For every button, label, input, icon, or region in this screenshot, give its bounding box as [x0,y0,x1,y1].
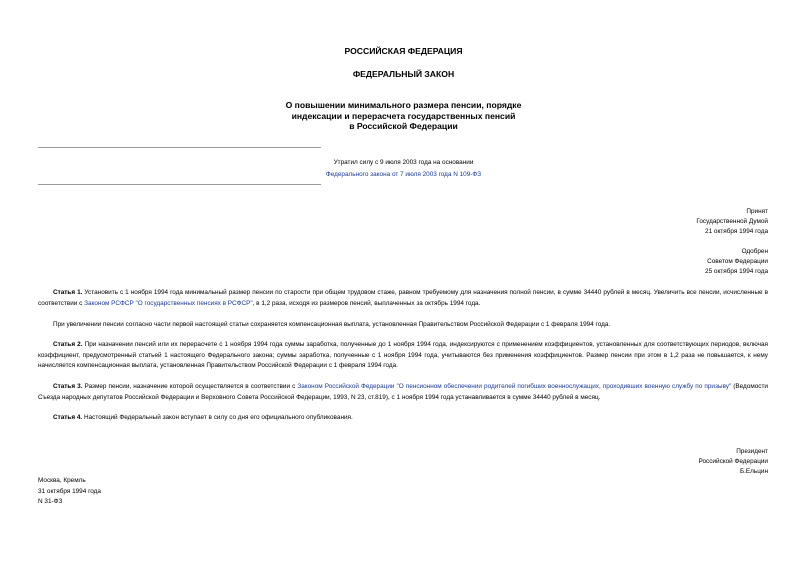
parents-pension-law-link[interactable]: Законом Российской Федерации "О пенсионном обеспечении родителей погибших военнослужащих, проходивших военную службу по призыву" [297,383,732,390]
place-date-block [38,476,101,508]
article-2-text: При назначении пенсий или их перерасчете с 1 ноября 1994 года суммы заработка, полученные до 1 ноября 1994 года, индексируются с применением коэффициентов, установленных для соответствующих периодов, включая коэффициент, предусмотренный статьей 1 настоящего Федерального закона; суммы заработка, полученные с 1 ноября 1994 года, учитываются без применения коэффициентов. Размер пенсии при этом в 1,2 раза не повышается, к нему начисляется компенсационная выплата, установленная Правительством Российской Федерации с 1 февраля 1994 года. [38,341,768,370]
article-2-label: Статья 2. [53,341,83,348]
adopted-line-2: Государственной Думой [696,218,768,225]
title-line-2: индексации и перерасчета государственных пенсий [291,110,516,121]
article-3-text: Размер пенсии, назначение которой осуществляется в соответствии с [82,383,298,390]
article-1-text-end: , в 1,2 раза, исходя из размеров пенсий, выплаченных за октябрь 1994 года. [252,299,481,307]
country-heading: РОССИЙСКАЯ ФЕДЕРАЦИЯ [344,46,463,56]
document-title [0,100,807,132]
status-note-text: Утратил силу с 9 июля 2003 года на основании [333,159,474,166]
law-number: N 31-ФЗ [38,498,63,505]
article-4 [38,413,768,424]
article-1-text: Установить с 1 ноября 1994 года минимальный размер пенсии по старости при общем трудовом стаже, равном требуемому для назначения полной пенсии, в сумме 34440 рублей в месяц. Увеличить все пенсии, исчисленные в соответствии с [38,289,768,307]
divider-bottom [38,184,321,185]
approved-line-2: Советом Федерации [707,258,768,265]
rsfsr-pension-law-link[interactable]: Законом РСФСР "О государственных пенсиях в РСФСР" [84,299,253,307]
status-note [0,157,807,180]
adopted-block [696,207,768,237]
article-1-label: Статья 1. [53,289,83,296]
place-line: Москва, Кремль [38,477,86,484]
article-3-label: Статья 3. [53,383,83,390]
article-3 [38,382,768,403]
article-1-paragraph-2 [38,320,768,331]
signing-date: 31 октября 1994 года [38,487,101,495]
signature-line-1: Президент [736,448,768,455]
signature-line-3: Б.Ельцин [739,468,768,475]
signature-line-2: Российской Федерации [698,458,768,465]
article-3-text-end: (Ведомости Съезда народных депутатов Российской Федерации и Верховного Совета Российской Федерации, 1993, N 23, ст.819), с 1 ноября 1994 года устанавливается в сумме 34440 рублей в месяц. [38,383,768,401]
adopted-line-1: Принят [746,208,768,215]
approved-line-1: Одобрен [741,248,768,255]
approved-block [705,247,768,277]
article-4-label: Статья 4. [53,414,83,421]
signature-block [699,447,769,477]
title-line-3: в Российской Федерации [349,121,458,131]
article-2 [38,340,768,372]
repeal-law-link[interactable]: Федерального закона от 7 июля 2003 года N 109-ФЗ [325,170,482,178]
article-1-para2-text: При увеличении пенсии согласно части первой настоящей статьи сохраняется компенсационная выплата, установленная Правительством Российской Федерации с 1 февраля 1994 года. [53,321,611,328]
divider-top [38,147,321,148]
title-line-1: О повышении минимального размера пенсии, порядке [285,100,522,110]
document-type: ФЕДЕРАЛЬНЫЙ ЗАКОН [352,69,455,79]
adopted-line-3: 21 октября 1994 года [705,228,768,235]
article-1 [38,288,768,309]
approved-line-3: 25 октября 1994 года [705,268,768,275]
article-4-text: Настоящий Федеральный закон вступает в силу со дня его официального опубликования. [82,414,353,421]
